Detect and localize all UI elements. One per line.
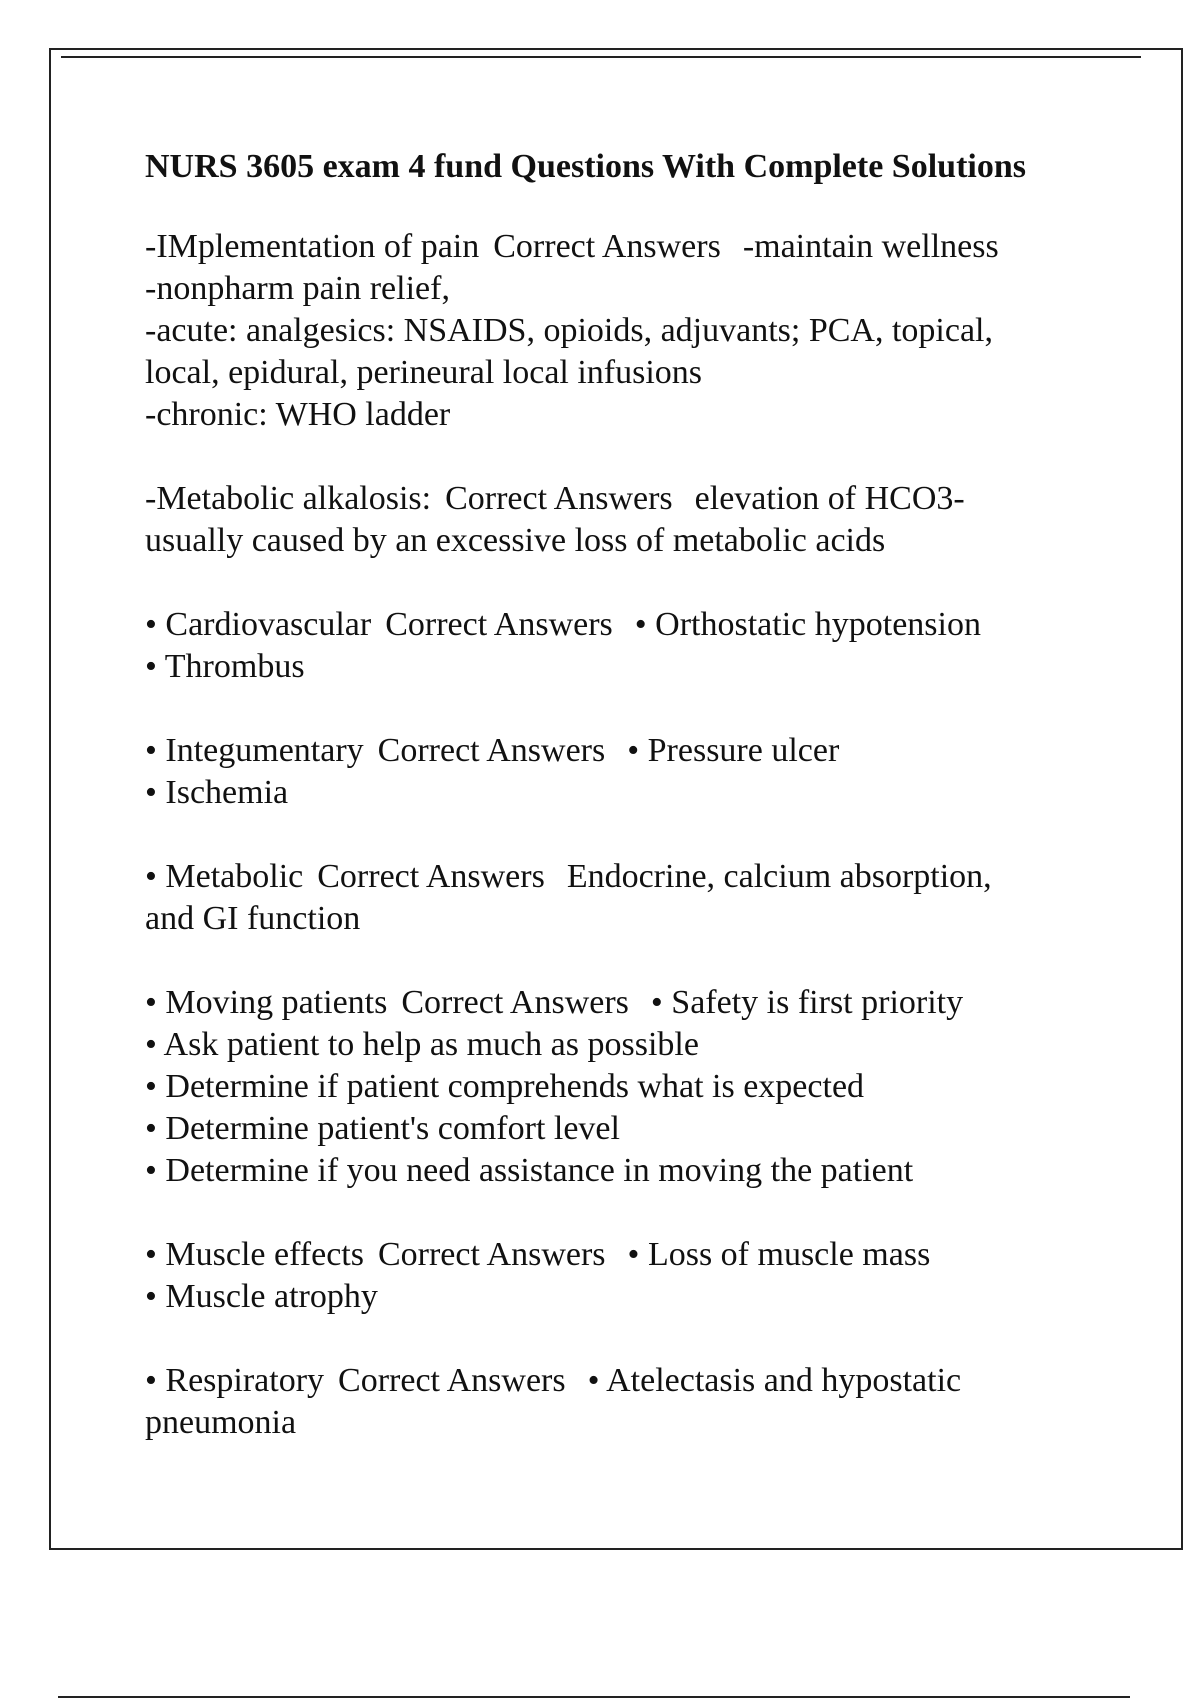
answer-line: • Determine if patient comprehends what is expected <box>145 1068 865 1105</box>
answer-marker: Correct Answers <box>317 858 545 895</box>
answer-text: • Orthostatic hypotension <box>634 606 981 643</box>
qa-first-line <box>145 730 1135 772</box>
question-text: -IMplementation of pain <box>145 228 480 265</box>
answer-line: • Ischemia <box>145 774 289 811</box>
qa-first-line <box>145 1360 1135 1402</box>
question-text: • Moving patients <box>145 984 388 1021</box>
answer-line: -acute: analgesics: NSAIDS, opioids, adjuvants; PCA, topical, <box>145 312 993 349</box>
answer-marker: Correct Answers <box>377 732 606 769</box>
answer-line: local, epidural, perineural local infusions <box>145 354 703 391</box>
answer-line: -chronic: WHO ladder <box>145 396 451 433</box>
answer-line: and GI function <box>145 900 361 937</box>
answer-text: • Atelectasis and hypostatic <box>587 1362 962 1399</box>
answer-text: • Pressure ulcer <box>627 732 840 769</box>
document-body <box>145 146 1135 1486</box>
qa-first-line <box>145 1234 1135 1276</box>
answer-line: • Thrombus <box>145 648 305 685</box>
qa-first-line <box>145 226 1135 268</box>
question-text: • Metabolic <box>145 858 304 895</box>
answer-text: Endocrine, calcium absorption, <box>566 858 992 895</box>
answer-marker: Correct Answers <box>493 228 721 265</box>
qa-first-line <box>145 982 1135 1024</box>
qa-entry <box>145 982 1135 1192</box>
question-text: • Integumentary <box>145 732 364 769</box>
qa-entry <box>145 1234 1135 1318</box>
answer-line: • Muscle atrophy <box>145 1278 378 1315</box>
question-text: • Muscle effects <box>145 1236 364 1273</box>
answer-line: usually caused by an excessive loss of metabolic acids <box>145 522 886 559</box>
document-title: NURS 3605 exam 4 fund Questions With Complete Solutions <box>145 148 1026 185</box>
answer-marker: Correct Answers <box>445 480 673 517</box>
answer-line: • Determine if you need assistance in moving the patient <box>145 1152 914 1189</box>
answer-marker: Correct Answers <box>401 984 629 1021</box>
qa-entry <box>145 478 1135 562</box>
qa-entry <box>145 226 1135 436</box>
answer-line: • Determine patient's comfort level <box>145 1110 620 1147</box>
top-divider <box>61 56 1141 58</box>
answer-text: elevation of HCO3- <box>694 480 965 517</box>
qa-entry <box>145 604 1135 688</box>
answer-line: pneumonia <box>145 1404 297 1441</box>
answer-marker: Correct Answers <box>385 606 613 643</box>
answer-text: • Loss of muscle mass <box>627 1236 931 1273</box>
qa-entry <box>145 856 1135 940</box>
bottom-divider <box>58 1696 1130 1698</box>
answer-line: -nonpharm pain relief, <box>145 270 450 307</box>
qa-entry <box>145 1360 1135 1444</box>
answer-text: -maintain wellness <box>742 228 999 265</box>
question-text: -Metabolic alkalosis: <box>145 480 432 517</box>
answer-line: • Ask patient to help as much as possible <box>145 1026 699 1063</box>
question-text: • Cardiovascular <box>145 606 372 643</box>
qa-list <box>145 226 1135 1444</box>
question-text: • Respiratory <box>145 1362 325 1399</box>
answer-marker: Correct Answers <box>377 1236 606 1273</box>
qa-first-line <box>145 856 1135 898</box>
qa-entry <box>145 730 1135 814</box>
answer-text: • Safety is first priority <box>650 984 964 1021</box>
qa-first-line <box>145 604 1135 646</box>
answer-marker: Correct Answers <box>338 1362 566 1399</box>
page-frame <box>49 48 1183 1550</box>
qa-first-line <box>145 478 1135 520</box>
